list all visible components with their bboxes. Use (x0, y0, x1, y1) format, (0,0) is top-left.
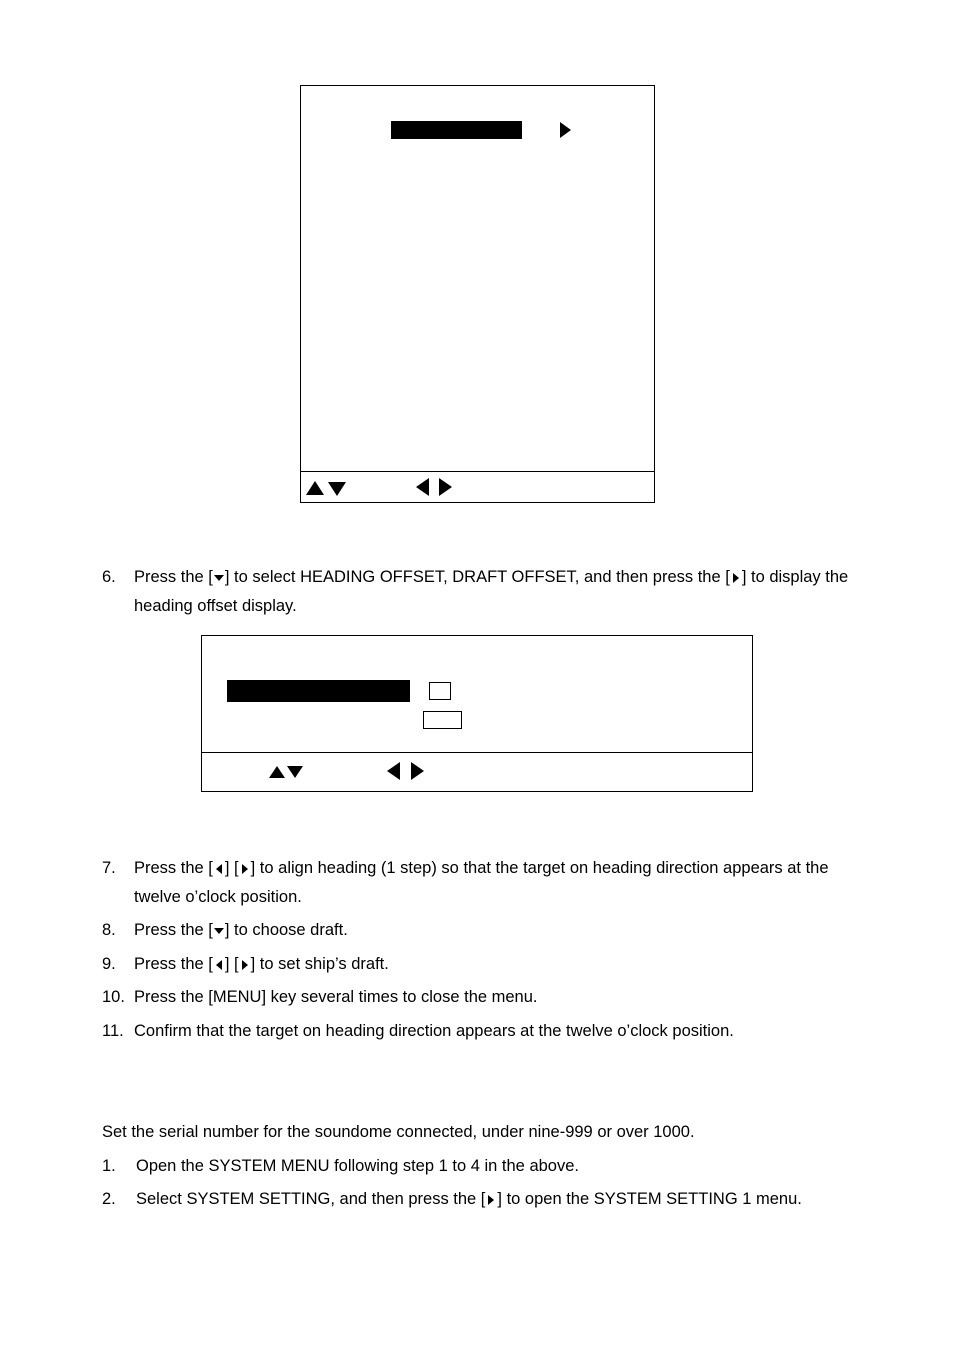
step-number: 8. (102, 921, 116, 939)
right-key-icon (239, 863, 251, 875)
right-triangle-icon (439, 478, 452, 496)
step-number: 1. (102, 1157, 116, 1175)
step-text: ] to open the SYSTEM SETTING 1 menu. (497, 1190, 802, 1208)
step-number: 2. (102, 1190, 116, 1208)
step-9 (102, 950, 864, 979)
step-7 (102, 854, 864, 912)
step-text: Press the [ (134, 568, 213, 586)
step-10 (102, 983, 864, 1012)
menu-screen-figure (300, 85, 655, 503)
step-text: Press the [ (134, 955, 213, 973)
right-triangle-icon (411, 762, 424, 780)
step-text: ] to set ship’s draft. (250, 955, 389, 973)
left-triangle-icon (387, 762, 400, 780)
step-number: 7. (102, 859, 116, 877)
up-triangle-icon (306, 481, 324, 495)
right-key-icon (485, 1194, 497, 1206)
step-text: ] [ (224, 859, 239, 877)
step-8 (102, 916, 864, 945)
step-text: Press the [ (134, 859, 213, 877)
step-text: ] to display the heading offset display. (134, 568, 849, 615)
step-text: Confirm that the target on heading direction appears at the twelve o’clock position. (134, 1022, 734, 1040)
step-6 (102, 563, 864, 621)
right-key-icon (239, 959, 251, 971)
right-triangle-icon (560, 122, 571, 138)
left-triangle-icon (416, 478, 429, 496)
step-text: Select SYSTEM SETTING, and then press the [ (136, 1190, 486, 1208)
step-number: 10. (102, 988, 125, 1006)
step-text: Open the SYSTEM MENU following step 1 to 4 in the above. (136, 1157, 579, 1175)
step-text: ] to select HEADING OFFSET, DRAFT OFFSET, and then press the [ (224, 568, 730, 586)
heading-offset-figure (201, 635, 753, 792)
step-text: Press the [ (134, 921, 213, 939)
down-key-icon (213, 925, 225, 937)
draft-value-box (423, 711, 462, 729)
left-key-icon (213, 863, 225, 875)
serial-step-1 (102, 1152, 864, 1181)
step-number: 11. (102, 1022, 124, 1040)
serial-step-2 (102, 1185, 914, 1214)
up-triangle-icon (269, 766, 285, 778)
step-text: ] to choose draft. (224, 921, 348, 939)
right-key-icon (730, 572, 742, 584)
step-text: ] to align heading (1 step) so that the target on heading direction appears at the twelve o’clock position. (134, 859, 829, 906)
serial-intro: Set the serial number for the soundome connected, under nine-999 or over 1000. (102, 1123, 695, 1141)
down-key-icon (213, 572, 225, 584)
heading-value-box (429, 682, 451, 700)
down-triangle-icon (328, 482, 346, 496)
heading-footer-divider (202, 752, 752, 753)
left-key-icon (213, 959, 225, 971)
heading-offset-highlight-bar (227, 680, 410, 702)
step-number: 9. (102, 955, 116, 973)
menu-footer-divider (301, 471, 654, 472)
down-triangle-icon (287, 766, 303, 778)
step-number: 6. (102, 568, 116, 586)
menu-highlight-bar (391, 121, 522, 139)
step-text: ] [ (224, 955, 239, 973)
step-text: Press the [MENU] key several times to close the menu. (134, 988, 538, 1006)
step-11 (102, 1017, 864, 1046)
